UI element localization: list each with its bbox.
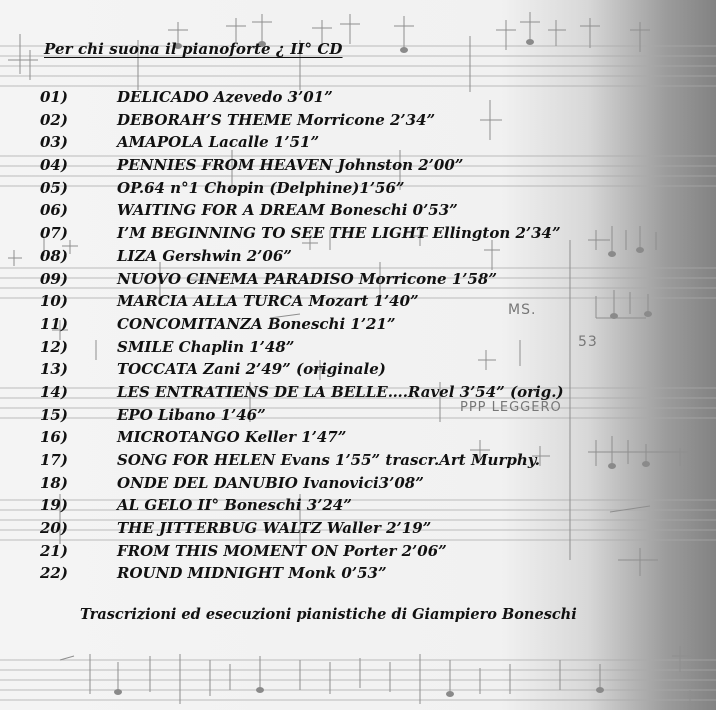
track-title: DELICADO Azevedo 3’01” (117, 88, 333, 106)
track-title: THE JITTERBUG WALTZ Waller 2’19” (117, 519, 432, 538)
track-number: 07) (40, 224, 68, 243)
track-title: NUOVO CINEMA PARADISO Morricone 1’58” (117, 269, 497, 288)
track-number: 22) (40, 564, 68, 583)
track-title: LES ENTRATIENS DE LA BELLE….Ravel 3’54” (orig.) (117, 382, 564, 401)
track-number: 14) (40, 382, 68, 401)
track-number: 21) (40, 541, 68, 560)
pencil-mark-ms: MS. (508, 302, 537, 318)
track-title: AMAPOLA Lacalle 1’51” (117, 133, 320, 152)
track-number: 05) (40, 178, 68, 197)
credits-line: Trascrizioni ed esecuzioni pianistiche di Giampiero Boneschi (80, 606, 577, 623)
track-title: OP.64 n°1 Chopin (Delphine)1’56” (117, 178, 405, 197)
track-title: TOCCATA Zani 2’49” (originale) (117, 360, 386, 379)
track-title: LIZA Gershwin 2’06” (117, 246, 292, 265)
track-number: 19) (40, 496, 68, 515)
track-number: 18) (40, 473, 68, 492)
track-number: 08) (40, 246, 68, 265)
track-number: 04) (40, 156, 68, 175)
pencil-mark-53: 53 (578, 334, 598, 350)
track-title: AL GELO II° Boneschi 3’24” (117, 496, 352, 515)
track-number: 02) (40, 110, 68, 129)
track-number: 01) (40, 88, 68, 106)
page-title: Per chi suona il pianoforte ¿ II° CD (44, 40, 343, 58)
track-title: MICROTANGO Keller 1’47” (117, 428, 347, 447)
track-title: PENNIES FROM HEAVEN Johnston 2’00” (117, 156, 464, 175)
track-number: 09) (40, 269, 68, 288)
track-title: CONCOMITANZA Boneschi 1’21” (117, 314, 396, 333)
pencil-mark-leggero: PPP LEGGERO (460, 400, 562, 415)
track-title: WAITING FOR A DREAM Boneschi 0’53” (117, 201, 458, 220)
track-title: MARCIA ALLA TURCA Mozart 1’40” (117, 292, 419, 311)
track-number: 03) (40, 133, 68, 152)
track-title: ONDE DEL DANUBIO Ivanovici3’08” (117, 473, 424, 492)
track-title: I’M BEGINNING TO SEE THE LIGHT Ellington 2’34” (117, 224, 561, 243)
track-number: 12) (40, 337, 68, 356)
track-number: 15) (40, 405, 68, 424)
track-title: SMILE Chaplin 1’48” (117, 337, 295, 356)
track-number: 20) (40, 519, 68, 538)
track-title: SONG FOR HELEN Evans 1’55” trascr.Art Murphy. (117, 451, 540, 469)
track-number: 17) (40, 451, 68, 469)
track-number: 10) (40, 292, 68, 311)
track-number: 13) (40, 360, 68, 379)
track-title: ROUND MIDNIGHT Monk 0’53” (117, 564, 387, 583)
track-number: 11) (40, 314, 68, 333)
track-number: 16) (40, 428, 68, 447)
track-title: FROM THIS MOMENT ON Porter 2’06” (117, 541, 447, 560)
track-title: EPO Libano 1’46” (117, 405, 266, 424)
track-number: 06) (40, 201, 68, 220)
track-title: DEBORAH’S THEME Morricone 2’34” (117, 110, 436, 129)
